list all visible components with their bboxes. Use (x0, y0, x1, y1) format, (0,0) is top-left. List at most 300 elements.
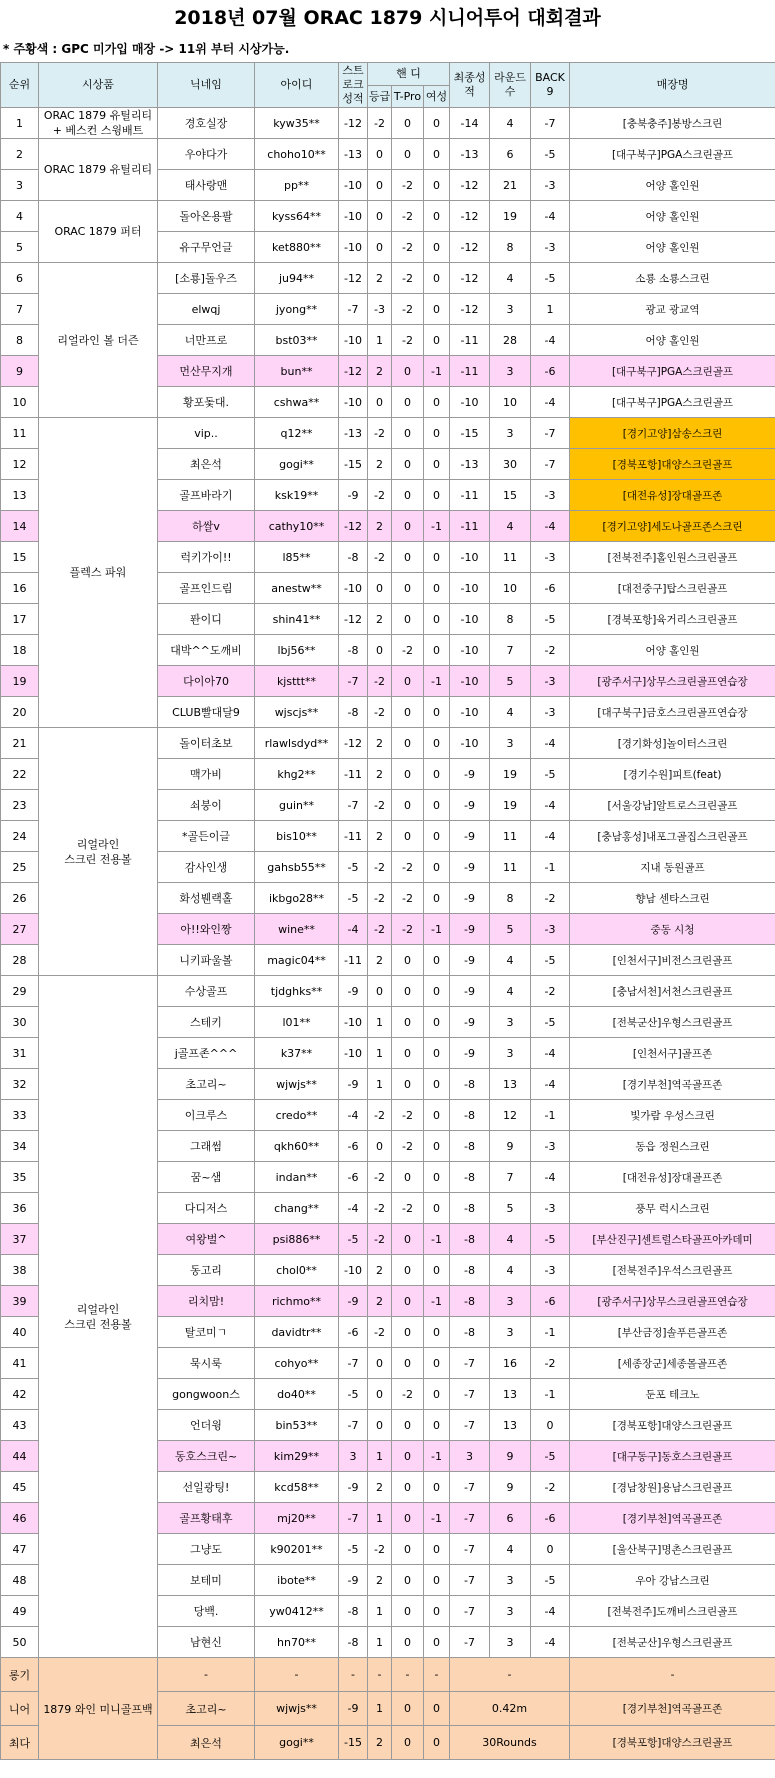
grade-cell: -2 (368, 666, 392, 697)
shop-cell: [대구북구]PGA스크린골프 (570, 356, 775, 387)
nickname-cell: 아!!와인짱 (158, 914, 255, 945)
back9-cell: -5 (531, 604, 570, 635)
shop-cell: [대전유성]장대골프존 (570, 480, 775, 511)
tpro-cell: 0 (392, 511, 424, 542)
nickname-cell: 화성붼랙홀 (158, 883, 255, 914)
tpro-cell: 0 (392, 573, 424, 604)
rounds-cell: 6 (490, 1503, 531, 1534)
nickname-cell: 럭키가이!! (158, 542, 255, 573)
nickname-cell: 여왕벌^ (158, 1224, 255, 1255)
rounds-cell: 11 (490, 852, 531, 883)
rounds-cell: 15 (490, 480, 531, 511)
shop-cell: [충남서천]서천스크린골프 (570, 976, 775, 1007)
back9-cell: -7 (531, 449, 570, 480)
stroke-cell: -15 (339, 1726, 368, 1760)
final-score-cell: -7 (450, 1410, 490, 1441)
female-cell: 0 (424, 573, 450, 604)
final-score-cell: -12 (450, 170, 490, 201)
grade-cell: 1 (368, 1627, 392, 1658)
female-cell: 0 (424, 883, 450, 914)
back9-cell: 0 (531, 1410, 570, 1441)
female-cell: 0 (424, 170, 450, 201)
nickname-cell: 맥가비 (158, 759, 255, 790)
tpro-cell: 0 (392, 1038, 424, 1069)
shop-cell: [대전유성]장대골프존 (570, 1162, 775, 1193)
back9-cell: -4 (531, 1627, 570, 1658)
stroke-cell: -7 (339, 1348, 368, 1379)
back9-cell: -4 (531, 387, 570, 418)
stroke-cell: -9 (339, 1069, 368, 1100)
shop-cell: [경기화성]놀이터스크린 (570, 728, 775, 759)
nickname-cell: 쇠붕이 (158, 790, 255, 821)
rank-cell: 17 (1, 604, 39, 635)
final-score-cell: -7 (450, 1627, 490, 1658)
user-id-cell: anestw** (255, 573, 339, 604)
user-id-cell: qkh60** (255, 1131, 339, 1162)
shop-cell: [전북전주]도깨비스크린골프 (570, 1596, 775, 1627)
grade-cell: -2 (368, 790, 392, 821)
stroke-cell: -9 (339, 1286, 368, 1317)
nickname-cell: gongwoon스 (158, 1379, 255, 1410)
rounds-cell: 19 (490, 201, 531, 232)
grade-cell: 0 (368, 573, 392, 604)
award-value-cell: 0.42m (450, 1692, 570, 1726)
stroke-cell: -8 (339, 697, 368, 728)
tpro-cell: 0 (392, 1348, 424, 1379)
tpro-cell: -2 (392, 852, 424, 883)
back9-cell: -4 (531, 1162, 570, 1193)
user-id-cell: richmo** (255, 1286, 339, 1317)
award-row (1, 1658, 775, 1692)
rounds-cell: 5 (490, 914, 531, 945)
shop-cell: 어양 홀인원 (570, 232, 775, 263)
nickname-cell: elwqj (158, 294, 255, 325)
nickname-cell: vip.. (158, 418, 255, 449)
user-id-cell: wjscjs** (255, 697, 339, 728)
female-cell: -1 (424, 356, 450, 387)
tpro-cell: -2 (392, 232, 424, 263)
shop-cell: 광교 광교역 (570, 294, 775, 325)
stroke-cell: -12 (339, 263, 368, 294)
rank-cell: 46 (1, 1503, 39, 1534)
final-score-cell: -7 (450, 1348, 490, 1379)
grade-cell: 2 (368, 1286, 392, 1317)
user-id-cell: choho10** (255, 139, 339, 170)
stroke-cell: -7 (339, 790, 368, 821)
table-row (1, 418, 775, 449)
prize-cell: 리얼라인 스크린 전용볼 (39, 976, 158, 1658)
grade-cell: 2 (368, 449, 392, 480)
female-cell: -1 (424, 1224, 450, 1255)
tpro-cell: 0 (392, 1596, 424, 1627)
back9-cell: -3 (531, 1255, 570, 1286)
user-id-cell: ibote** (255, 1565, 339, 1596)
tpro-cell: -2 (392, 635, 424, 666)
col-handicap: 핸 디 (368, 63, 450, 86)
table-row (1, 728, 775, 759)
final-score-cell: -9 (450, 1038, 490, 1069)
tpro-cell: -2 (392, 325, 424, 356)
nickname-cell: 이크루스 (158, 1100, 255, 1131)
nickname-cell: 대박^^도깨비 (158, 635, 255, 666)
rounds-cell: 3 (490, 1317, 531, 1348)
shop-cell: [대구북구]PGA스크린골프 (570, 387, 775, 418)
grade-cell: 2 (368, 1565, 392, 1596)
stroke-cell: -9 (339, 1565, 368, 1596)
back9-cell: -3 (531, 666, 570, 697)
user-id-cell: khg2** (255, 759, 339, 790)
user-id-cell: l01** (255, 1007, 339, 1038)
grade-cell: 1 (368, 1441, 392, 1472)
final-score-cell: -14 (450, 108, 490, 139)
table-header (1, 63, 775, 108)
back9-cell: -6 (531, 573, 570, 604)
final-score-cell: -10 (450, 387, 490, 418)
back9-cell: -7 (531, 108, 570, 139)
user-id-cell: wjwjs** (255, 1692, 339, 1726)
rank-cell: 20 (1, 697, 39, 728)
user-id-cell: kyss64** (255, 201, 339, 232)
back9-cell: -4 (531, 790, 570, 821)
grade-cell: 0 (368, 1348, 392, 1379)
col-stroke: 스트로크성적 (339, 63, 368, 108)
final-score-cell: -10 (450, 542, 490, 573)
final-score-cell: -8 (450, 1193, 490, 1224)
final-score-cell: -9 (450, 883, 490, 914)
tpro-cell: 0 (392, 821, 424, 852)
back9-cell: -4 (531, 511, 570, 542)
col-back9: BACK 9 (531, 63, 570, 108)
grade-cell: -2 (368, 914, 392, 945)
rounds-cell: 3 (490, 1286, 531, 1317)
stroke-cell: -4 (339, 1100, 368, 1131)
female-cell: 0 (424, 1726, 450, 1760)
stroke-cell: -13 (339, 139, 368, 170)
nickname-cell: 퐌이디 (158, 604, 255, 635)
shop-cell: 어양 홀인원 (570, 170, 775, 201)
table-row (1, 201, 775, 232)
final-score-cell: -8 (450, 1069, 490, 1100)
shop-cell: [대구동구]동호스크린골프 (570, 1441, 775, 1472)
rank-cell: 35 (1, 1162, 39, 1193)
user-id-cell: chang** (255, 1193, 339, 1224)
tpro-cell: -2 (392, 294, 424, 325)
nickname-cell: 동고리 (158, 1255, 255, 1286)
user-id-cell: k90201** (255, 1534, 339, 1565)
female-cell: 0 (424, 1348, 450, 1379)
col-id: 아이디 (255, 63, 339, 108)
shop-cell: 풍무 럭시스크린 (570, 1193, 775, 1224)
tpro-cell: -2 (392, 914, 424, 945)
user-id-cell: gahsb55** (255, 852, 339, 883)
nickname-cell: 초고리~ (158, 1692, 255, 1726)
user-id-cell: magic04** (255, 945, 339, 976)
back9-cell: -2 (531, 635, 570, 666)
stroke-cell: -7 (339, 1503, 368, 1534)
award-value-cell: 30Rounds (450, 1726, 570, 1760)
stroke-cell: -6 (339, 1162, 368, 1193)
tpro-cell: 0 (392, 728, 424, 759)
shop-cell: - (570, 1658, 775, 1692)
stroke-cell: -4 (339, 914, 368, 945)
nickname-cell: [소룡]돌우즈 (158, 263, 255, 294)
stroke-cell: -5 (339, 1379, 368, 1410)
rank-cell: 1 (1, 108, 39, 139)
stroke-cell: -4 (339, 1193, 368, 1224)
stroke-cell: -5 (339, 852, 368, 883)
back9-cell: -3 (531, 697, 570, 728)
rank-cell: 50 (1, 1627, 39, 1658)
nickname-cell: - (158, 1658, 255, 1692)
user-id-cell: cshwa** (255, 387, 339, 418)
grade-cell: 2 (368, 945, 392, 976)
rounds-cell: 11 (490, 542, 531, 573)
grade-cell: -2 (368, 1193, 392, 1224)
grade-cell: -2 (368, 418, 392, 449)
female-cell: 0 (424, 1100, 450, 1131)
award-value-cell: - (450, 1658, 570, 1692)
final-score-cell: -8 (450, 1286, 490, 1317)
tpro-cell: 0 (392, 1472, 424, 1503)
prize-cell: 플렉스 파워 (39, 418, 158, 728)
rank-cell: 6 (1, 263, 39, 294)
stroke-cell: -12 (339, 604, 368, 635)
nickname-cell: 초고리~ (158, 1069, 255, 1100)
tpro-cell: -2 (392, 201, 424, 232)
nickname-cell: 다디저스 (158, 1193, 255, 1224)
stroke-cell: -10 (339, 1255, 368, 1286)
shop-cell: [충남홍성]내포그골집스크린골프 (570, 821, 775, 852)
rounds-cell: 4 (490, 976, 531, 1007)
nickname-cell: 먼산무지개 (158, 356, 255, 387)
user-id-cell: ket880** (255, 232, 339, 263)
final-score-cell: -15 (450, 418, 490, 449)
rank-cell: 43 (1, 1410, 39, 1441)
female-cell: 0 (424, 790, 450, 821)
female-cell: 0 (424, 480, 450, 511)
stroke-cell: -8 (339, 1596, 368, 1627)
female-cell: 0 (424, 852, 450, 883)
nickname-cell: j골프존^^^ (158, 1038, 255, 1069)
rank-cell: 4 (1, 201, 39, 232)
female-cell: 0 (424, 294, 450, 325)
user-id-cell: kjsttt** (255, 666, 339, 697)
rounds-cell: 16 (490, 1348, 531, 1379)
tpro-cell: 0 (392, 1224, 424, 1255)
back9-cell: -3 (531, 170, 570, 201)
stroke-cell: -10 (339, 232, 368, 263)
shop-cell: [경북포항]육거리스크린골프 (570, 604, 775, 635)
grade-cell: -2 (368, 542, 392, 573)
tpro-cell: 0 (392, 1410, 424, 1441)
col-grade: 등급 (368, 86, 392, 108)
nickname-cell: 다이아70 (158, 666, 255, 697)
final-score-cell: -8 (450, 1224, 490, 1255)
nickname-cell: 스테키 (158, 1007, 255, 1038)
grade-cell: -2 (368, 108, 392, 139)
rank-cell: 23 (1, 790, 39, 821)
rounds-cell: 4 (490, 108, 531, 139)
back9-cell: -4 (531, 1038, 570, 1069)
rank-cell: 42 (1, 1379, 39, 1410)
shop-cell: [충북충주]봉방스크린 (570, 108, 775, 139)
stroke-cell: -15 (339, 449, 368, 480)
nickname-cell: 동호스크린~ (158, 1441, 255, 1472)
user-id-cell: shin41** (255, 604, 339, 635)
user-id-cell: mj20** (255, 1503, 339, 1534)
grade-cell: -2 (368, 1534, 392, 1565)
tpro-cell: 0 (392, 1007, 424, 1038)
tpro-cell: 0 (392, 790, 424, 821)
final-score-cell: -12 (450, 232, 490, 263)
rounds-cell: 3 (490, 1007, 531, 1038)
user-id-cell: bis10** (255, 821, 339, 852)
shop-cell: [전북군산]우형스크린골프 (570, 1007, 775, 1038)
back9-cell: -3 (531, 1131, 570, 1162)
stroke-cell: -7 (339, 1410, 368, 1441)
rounds-cell: 4 (490, 511, 531, 542)
nickname-cell: 경호실장 (158, 108, 255, 139)
female-cell: 0 (424, 1317, 450, 1348)
back9-cell: -1 (531, 1100, 570, 1131)
grade-cell: 2 (368, 1255, 392, 1286)
grade-cell: 0 (368, 1379, 392, 1410)
rounds-cell: 3 (490, 1565, 531, 1596)
back9-cell: -2 (531, 976, 570, 1007)
shop-cell: [경기부천]역곡골프존 (570, 1503, 775, 1534)
grade-cell: 1 (368, 1503, 392, 1534)
back9-cell: 0 (531, 1534, 570, 1565)
final-score-cell: -7 (450, 1503, 490, 1534)
female-cell: 0 (424, 1534, 450, 1565)
back9-cell: -4 (531, 201, 570, 232)
nickname-cell: 돌이터초보 (158, 728, 255, 759)
rounds-cell: 4 (490, 263, 531, 294)
award-label-cell: 니어 (1, 1692, 39, 1726)
female-cell: 0 (424, 449, 450, 480)
grade-cell: 0 (368, 387, 392, 418)
shop-cell: [대구북구]금호스크린골프연습장 (570, 697, 775, 728)
grade-cell: 0 (368, 635, 392, 666)
stroke-cell: -6 (339, 1131, 368, 1162)
rank-cell: 7 (1, 294, 39, 325)
rank-cell: 21 (1, 728, 39, 759)
nickname-cell: 유구무언글 (158, 232, 255, 263)
stroke-cell: -5 (339, 1534, 368, 1565)
tpro-cell: - (392, 1658, 424, 1692)
rounds-cell: 4 (490, 945, 531, 976)
back9-cell: -1 (531, 1379, 570, 1410)
shop-cell: 동읍 정원스크린 (570, 1131, 775, 1162)
nickname-cell: 하쌀v (158, 511, 255, 542)
rounds-cell: 3 (490, 356, 531, 387)
final-score-cell: -11 (450, 325, 490, 356)
tpro-cell: -2 (392, 1131, 424, 1162)
user-id-cell: credo** (255, 1100, 339, 1131)
prize-cell: ORAC 1879 유틸리티 (39, 139, 158, 201)
final-score-cell: -9 (450, 852, 490, 883)
stroke-cell: -9 (339, 1692, 368, 1726)
user-id-cell: ju94** (255, 263, 339, 294)
final-score-cell: -9 (450, 1007, 490, 1038)
nickname-cell: 그래썸 (158, 1131, 255, 1162)
rank-cell: 12 (1, 449, 39, 480)
back9-cell: -5 (531, 1441, 570, 1472)
grade-cell: 0 (368, 232, 392, 263)
user-id-cell: gogi** (255, 449, 339, 480)
tpro-cell: 0 (392, 976, 424, 1007)
col-rank: 순위 (1, 63, 39, 108)
nickname-cell: 골프바라기 (158, 480, 255, 511)
shop-cell: [부산진구]센트럴스타골프아카데미 (570, 1224, 775, 1255)
user-id-cell: wjwjs** (255, 1069, 339, 1100)
female-cell: 0 (424, 1379, 450, 1410)
rounds-cell: 9 (490, 1441, 531, 1472)
nickname-cell: 남현신 (158, 1627, 255, 1658)
nickname-cell: 골프황태후 (158, 1503, 255, 1534)
nickname-cell: 그냥도 (158, 1534, 255, 1565)
female-cell: 0 (424, 201, 450, 232)
stroke-cell: -8 (339, 1627, 368, 1658)
back9-cell: -3 (531, 914, 570, 945)
female-cell: 0 (424, 635, 450, 666)
female-cell: 0 (424, 387, 450, 418)
prize-cell: ORAC 1879 퍼터 (39, 201, 158, 263)
back9-cell: -5 (531, 945, 570, 976)
grade-cell: 1 (368, 1069, 392, 1100)
user-id-cell: ksk19** (255, 480, 339, 511)
rounds-cell: 19 (490, 759, 531, 790)
tpro-cell: -2 (392, 170, 424, 201)
tpro-cell: 0 (392, 1565, 424, 1596)
female-cell: 0 (424, 1069, 450, 1100)
rounds-cell: 21 (490, 170, 531, 201)
table-row (1, 976, 775, 1007)
final-score-cell: -9 (450, 790, 490, 821)
stroke-cell: -11 (339, 821, 368, 852)
rounds-cell: 19 (490, 790, 531, 821)
stroke-cell: -10 (339, 1038, 368, 1069)
rounds-cell: 12 (490, 1100, 531, 1131)
grade-cell: -2 (368, 1100, 392, 1131)
final-score-cell: -10 (450, 604, 490, 635)
stroke-cell: -12 (339, 511, 368, 542)
grade-cell: 2 (368, 1726, 392, 1760)
stroke-cell: -12 (339, 108, 368, 139)
shop-cell: [울산북구]명촌스크린골프 (570, 1534, 775, 1565)
stroke-cell: -8 (339, 635, 368, 666)
table-row (1, 139, 775, 170)
tpro-cell: 0 (392, 418, 424, 449)
user-id-cell: gogi** (255, 1726, 339, 1760)
user-id-cell: lbj56** (255, 635, 339, 666)
rank-cell: 47 (1, 1534, 39, 1565)
rank-cell: 15 (1, 542, 39, 573)
tpro-cell: 0 (392, 449, 424, 480)
rank-cell: 44 (1, 1441, 39, 1472)
user-id-cell: guin** (255, 790, 339, 821)
final-score-cell: -11 (450, 511, 490, 542)
user-id-cell: bin53** (255, 1410, 339, 1441)
rank-cell: 38 (1, 1255, 39, 1286)
back9-cell: -3 (531, 1193, 570, 1224)
award-label-cell: 롱기 (1, 1658, 39, 1692)
rank-cell: 40 (1, 1317, 39, 1348)
shop-cell: [대전중구]탑스크린골프 (570, 573, 775, 604)
user-id-cell: wine** (255, 914, 339, 945)
user-id-cell: l85** (255, 542, 339, 573)
shop-cell: [경기고양]세도나골프존스크린 (570, 511, 775, 542)
